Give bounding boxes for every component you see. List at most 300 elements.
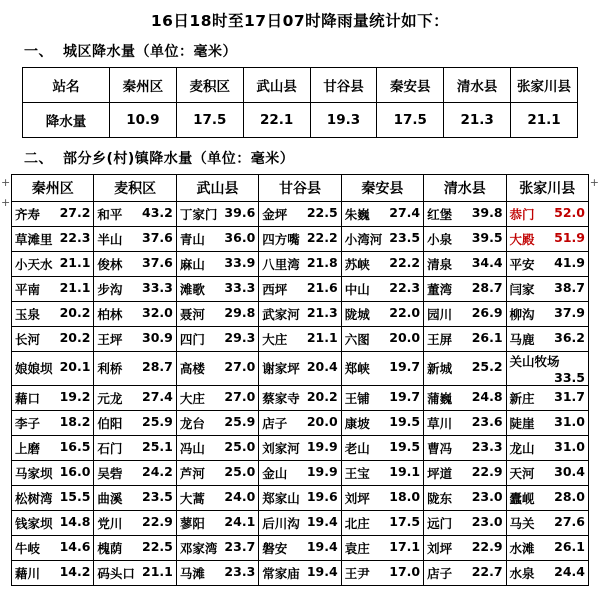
station-name: 朱巍 [344,206,370,222]
station-cell [259,226,341,251]
station-cell [259,251,341,276]
station-name: 中山 [344,281,370,297]
station-cell [341,385,423,410]
station-name: 元龙 [97,390,123,406]
station-cell [424,410,506,435]
station-cell [341,351,423,385]
station-name: 松树湾 [15,490,53,506]
station-name: 店子 [427,565,453,581]
station-name: 四方嘴 [262,231,300,247]
station-name: 四门 [179,331,205,347]
station-name: 陇东 [427,490,453,506]
station-name: 袁庄 [344,540,370,556]
station-cell [259,510,341,535]
section-1-name: 城区降水量 [63,43,136,60]
station-name: 刘家河 [262,440,300,456]
station-value: 29.3 [224,329,256,345]
station-value: 18.2 [59,413,91,429]
station-cell [259,326,341,351]
station-cell [341,560,423,585]
station-value: 22.9 [142,513,173,529]
station-cell [259,410,341,435]
station-value: 23.6 [471,413,503,429]
station-name-3: 甘谷县 [310,67,377,102]
station-value: 21.6 [306,279,338,295]
station-name: 刘坪 [427,540,453,556]
station-name: 红堡 [427,206,453,222]
station-name: 码头口 [97,565,135,581]
station-cell [424,251,506,276]
station-value: 25.1 [142,438,173,454]
rainfall-value-5: 21.3 [444,102,511,137]
station-name: 新城 [427,361,453,377]
station-value: 21.3 [306,304,338,320]
station-cell [424,485,506,510]
station-name: 关山牧场 [509,353,560,369]
station-value: 19.2 [59,388,91,404]
station-name: 小泉 [427,231,453,247]
station-value: 16.0 [59,463,91,479]
station-value: 15.5 [59,488,91,504]
station-value: 27.6 [554,513,585,529]
section-1-heading [24,41,590,61]
station-value: 22.9 [471,538,503,554]
station-value: 19.4 [306,538,338,554]
station-cell [506,351,588,385]
station-name: 蠹岘 [509,490,535,506]
column-header-5: 清水县 [424,174,506,201]
station-value: 14.6 [59,538,91,554]
station-name: 娘娘坝 [15,361,53,377]
station-name: 齐寿 [15,206,41,222]
station-value: 19.9 [306,438,338,454]
station-cell [12,460,94,485]
station-name: 郑家山 [262,490,300,506]
station-value: 36.2 [554,329,585,345]
station-value: 19.5 [389,438,421,454]
station-name: 董湾 [427,281,453,297]
station-value: 21.8 [306,254,338,270]
station-name: 王坪 [97,331,123,347]
table-row-station-names [23,67,578,102]
station-name: 大蒿 [179,490,205,506]
station-name: 龙山 [509,440,535,456]
station-cell [176,301,258,326]
table-row [12,535,589,560]
station-value: 23.7 [224,538,256,554]
station-value: 31.7 [554,388,585,404]
station-cell [259,201,341,226]
station-name: 大殿 [509,231,535,247]
station-name: 邓家湾 [179,540,218,556]
station-cell [94,435,176,460]
station-value: 20.2 [59,304,91,320]
table-row-rainfall-values [23,102,578,137]
station-name: 和平 [97,206,123,222]
station-cell [341,201,423,226]
station-cell [341,510,423,535]
station-value: 22.0 [389,304,421,320]
rainfall-value-2: 22.1 [243,102,310,137]
station-name: 金山 [262,465,288,481]
station-value: 18.0 [389,488,421,504]
station-value: 23.3 [471,438,503,454]
station-cell [94,535,176,560]
station-value: 23.3 [224,563,256,579]
station-cell [341,410,423,435]
station-cell [176,326,258,351]
station-cell [424,201,506,226]
station-name: 远门 [427,515,453,531]
rainfall-value-4: 17.5 [377,102,444,137]
station-name: 玉泉 [15,306,41,322]
station-name: 曲溪 [97,490,123,506]
station-value: 20.0 [389,329,421,345]
station-value: 37.6 [142,254,173,270]
station-name: 利桥 [97,361,123,377]
column-header-4: 秦安县 [341,174,423,201]
station-cell [506,226,588,251]
station-cell [176,485,258,510]
station-name: 郑峡 [344,361,370,377]
station-cell [176,535,258,560]
station-cell [94,301,176,326]
station-cell [341,435,423,460]
station-cell [12,535,94,560]
station-name: 谢家坪 [262,361,300,377]
station-cell [259,301,341,326]
station-cell [176,435,258,460]
station-name: 马家坝 [15,465,53,481]
section-2-name: 部分乡(村)镇降水量 [63,150,193,167]
station-value: 14.2 [59,563,91,579]
station-name: 聂河 [179,306,205,322]
station-name: 马滩 [179,565,205,581]
station-cell [259,276,341,301]
station-name-1: 麦积区 [176,67,243,102]
section-2-heading [24,148,590,168]
crop-mark-right-top: + [589,176,599,189]
station-value: 31.0 [554,413,585,429]
station-name: 龙台 [179,415,205,431]
station-name: 小湾河 [344,231,383,247]
station-name: 苏峡 [344,256,370,272]
station-value: 23.0 [471,488,503,504]
station-cell [12,410,94,435]
station-name: 蒲巍 [427,390,453,406]
station-value: 22.2 [389,254,421,270]
station-cell [424,276,506,301]
station-cell [94,510,176,535]
station-cell [94,251,176,276]
station-cell [176,226,258,251]
station-cell [424,385,506,410]
station-name: 李子 [15,415,41,431]
table-row [12,301,589,326]
station-value: 33.3 [142,279,173,295]
station-name: 康坡 [344,415,370,431]
station-value: 25.0 [224,438,256,454]
station-value: 19.1 [389,463,421,479]
station-name: 陇城 [344,306,370,322]
section-1-unit: （单位：毫米） [135,43,237,60]
table-row [12,485,589,510]
station-name: 丁家门 [179,206,218,222]
station-cell [259,351,341,385]
station-value: 19.6 [306,488,338,504]
station-cell [12,251,94,276]
station-value: 32.0 [142,304,173,320]
station-name: 石门 [97,440,123,456]
station-value: 27.4 [389,204,421,220]
station-value: 21.1 [306,329,338,345]
station-name-6: 张家川县 [511,67,578,102]
station-value: 21.1 [59,279,91,295]
station-value: 19.5 [389,413,421,429]
station-name: 长河 [15,331,41,347]
rainfall-value-0: 10.9 [110,102,177,137]
station-cell [12,435,94,460]
station-cell [12,385,94,410]
station-value: 27.2 [59,204,91,220]
station-name: 槐荫 [97,540,123,556]
station-name: 恭门 [509,206,535,222]
station-name: 八里湾 [262,256,300,272]
station-name: 王尹 [344,565,370,581]
station-name: 大庄 [262,331,288,347]
station-cell [176,385,258,410]
station-name: 平安 [509,256,535,272]
station-name: 马关 [509,515,535,531]
station-value: 14.8 [59,513,91,529]
station-value: 28.0 [554,488,585,504]
table-row [12,226,589,251]
station-cell [506,251,588,276]
station-value: 20.1 [59,359,91,375]
station-value: 22.3 [389,279,421,295]
station-value: 20.4 [306,359,338,375]
station-name: 麻山 [179,256,205,272]
station-name: 园川 [427,306,453,322]
station-value: 16.5 [59,438,91,454]
station-cell [506,460,588,485]
station-value: 20.2 [306,388,338,404]
station-name: 常家庙 [262,565,300,581]
station-cell [506,535,588,560]
station-cell [12,351,94,385]
station-name: 平南 [15,281,41,297]
station-value: 41.9 [554,254,585,270]
station-cell [341,276,423,301]
station-name: 刘坪 [344,490,370,506]
station-name: 滩歌 [179,281,205,297]
station-name: 水滩 [509,540,535,556]
station-value: 24.0 [224,488,256,504]
station-cell [94,460,176,485]
row-label-station: 站名 [23,67,110,102]
station-name: 藉川 [15,565,41,581]
table-row [12,435,589,460]
station-value: 34.4 [471,254,503,270]
station-value: 38.7 [554,279,585,295]
station-name: 北庄 [344,515,370,531]
station-name: 后川沟 [262,515,300,531]
table-row [12,460,589,485]
station-value: 39.5 [471,229,503,245]
station-cell [341,251,423,276]
station-cell [94,201,176,226]
station-cell [506,410,588,435]
station-cell [506,485,588,510]
station-name: 蔡家寺 [262,390,300,406]
station-name: 吴砦 [97,465,123,481]
station-cell [94,351,176,385]
station-value: 19.4 [306,563,338,579]
station-name: 高楼 [179,361,205,377]
station-cell [424,226,506,251]
station-value: 20.0 [306,413,338,429]
station-name: 青山 [179,231,205,247]
station-cell [506,385,588,410]
station-cell [176,560,258,585]
station-name: 新庄 [509,390,535,406]
station-cell [259,560,341,585]
station-cell [424,326,506,351]
station-cell [341,301,423,326]
station-cell [341,460,423,485]
station-name: 闫家 [509,281,535,297]
station-value: 31.0 [554,438,585,454]
station-value: 25.9 [142,413,173,429]
section-2-unit: （单位：毫米） [192,150,295,167]
station-value: 24.2 [142,463,173,479]
station-name: 党川 [97,515,123,531]
station-name: 上磨 [15,440,41,456]
station-cell [424,460,506,485]
station-value: 23.5 [142,488,173,504]
station-name-2: 武山县 [243,67,310,102]
station-cell [424,301,506,326]
column-header-0: 秦州区 [12,174,94,201]
column-header-2: 武山县 [176,174,258,201]
station-name: 清泉 [427,256,453,272]
station-cell [12,510,94,535]
station-name: 武家河 [262,306,300,322]
station-value: 39.8 [471,204,503,220]
station-name: 店子 [262,415,288,431]
station-value: 37.6 [142,229,173,245]
station-cell [176,201,258,226]
station-value: 29.8 [224,304,256,320]
station-name: 半山 [97,231,123,247]
station-value: 22.5 [142,538,173,554]
table-row [12,410,589,435]
station-value: 27.0 [224,388,256,404]
station-value: 21.1 [59,254,91,270]
station-value: 27.4 [142,388,173,404]
station-cell [176,510,258,535]
station-cell [424,510,506,535]
station-name: 王铺 [344,390,370,406]
section-2-number: 二、 [24,150,53,167]
station-value: 19.9 [306,463,338,479]
station-name-0: 秦州区 [110,67,177,102]
station-name: 草滩里 [15,231,53,247]
station-cell [506,560,588,585]
station-name: 老山 [344,440,370,456]
station-value: 25.2 [471,359,503,375]
station-value: 22.3 [59,229,91,245]
section-1-number: 一、 [24,43,53,60]
station-cell [259,385,341,410]
station-cell [176,351,258,385]
station-name: 钱家坝 [15,515,53,531]
station-name: 柳沟 [509,306,535,322]
station-cell [12,326,94,351]
station-name: 大庄 [179,390,205,406]
station-cell [341,326,423,351]
station-cell [94,485,176,510]
station-name: 曹冯 [427,440,453,456]
station-cell [12,276,94,301]
station-cell [259,435,341,460]
station-name: 磐安 [262,540,288,556]
station-value: 17.5 [389,513,421,529]
station-value: 26.1 [471,329,503,345]
station-value: 39.6 [224,204,256,220]
station-cell [424,435,506,460]
station-value: 19.7 [389,388,421,404]
station-value: 33.9 [224,254,256,270]
station-cell [506,201,588,226]
station-value: 22.5 [306,204,338,220]
station-name: 牛岐 [15,540,41,556]
station-name: 步沟 [97,281,123,297]
station-name: 小天水 [15,256,53,272]
crop-mark-left-top: + [1,176,11,189]
station-cell [424,351,506,385]
table-header-row [12,174,589,201]
station-cell [506,326,588,351]
station-value: 26.1 [554,538,585,554]
station-value: 17.0 [389,563,421,579]
station-cell [94,410,176,435]
station-cell [506,276,588,301]
station-value: 22.7 [471,563,503,579]
station-name: 柏林 [97,306,123,322]
station-name: 王屏 [427,331,453,347]
rainfall-value-1: 17.5 [176,102,243,137]
station-value: 23.0 [471,513,503,529]
station-value: 37.9 [554,304,585,320]
table-row [12,560,589,585]
station-name: 蓼阳 [179,515,205,531]
station-cell [94,560,176,585]
station-name: 草川 [427,415,453,431]
station-value: 25.0 [224,463,256,479]
station-name: 冯山 [179,440,205,456]
station-cell [341,535,423,560]
station-name: 金坪 [262,206,288,222]
row-label-rainfall: 降水量 [23,102,110,137]
station-cell [12,301,94,326]
station-cell [424,560,506,585]
station-cell [12,485,94,510]
table-row [12,351,589,385]
station-name: 王宝 [344,465,370,481]
station-name: 芦河 [179,465,205,481]
station-cell [506,510,588,535]
